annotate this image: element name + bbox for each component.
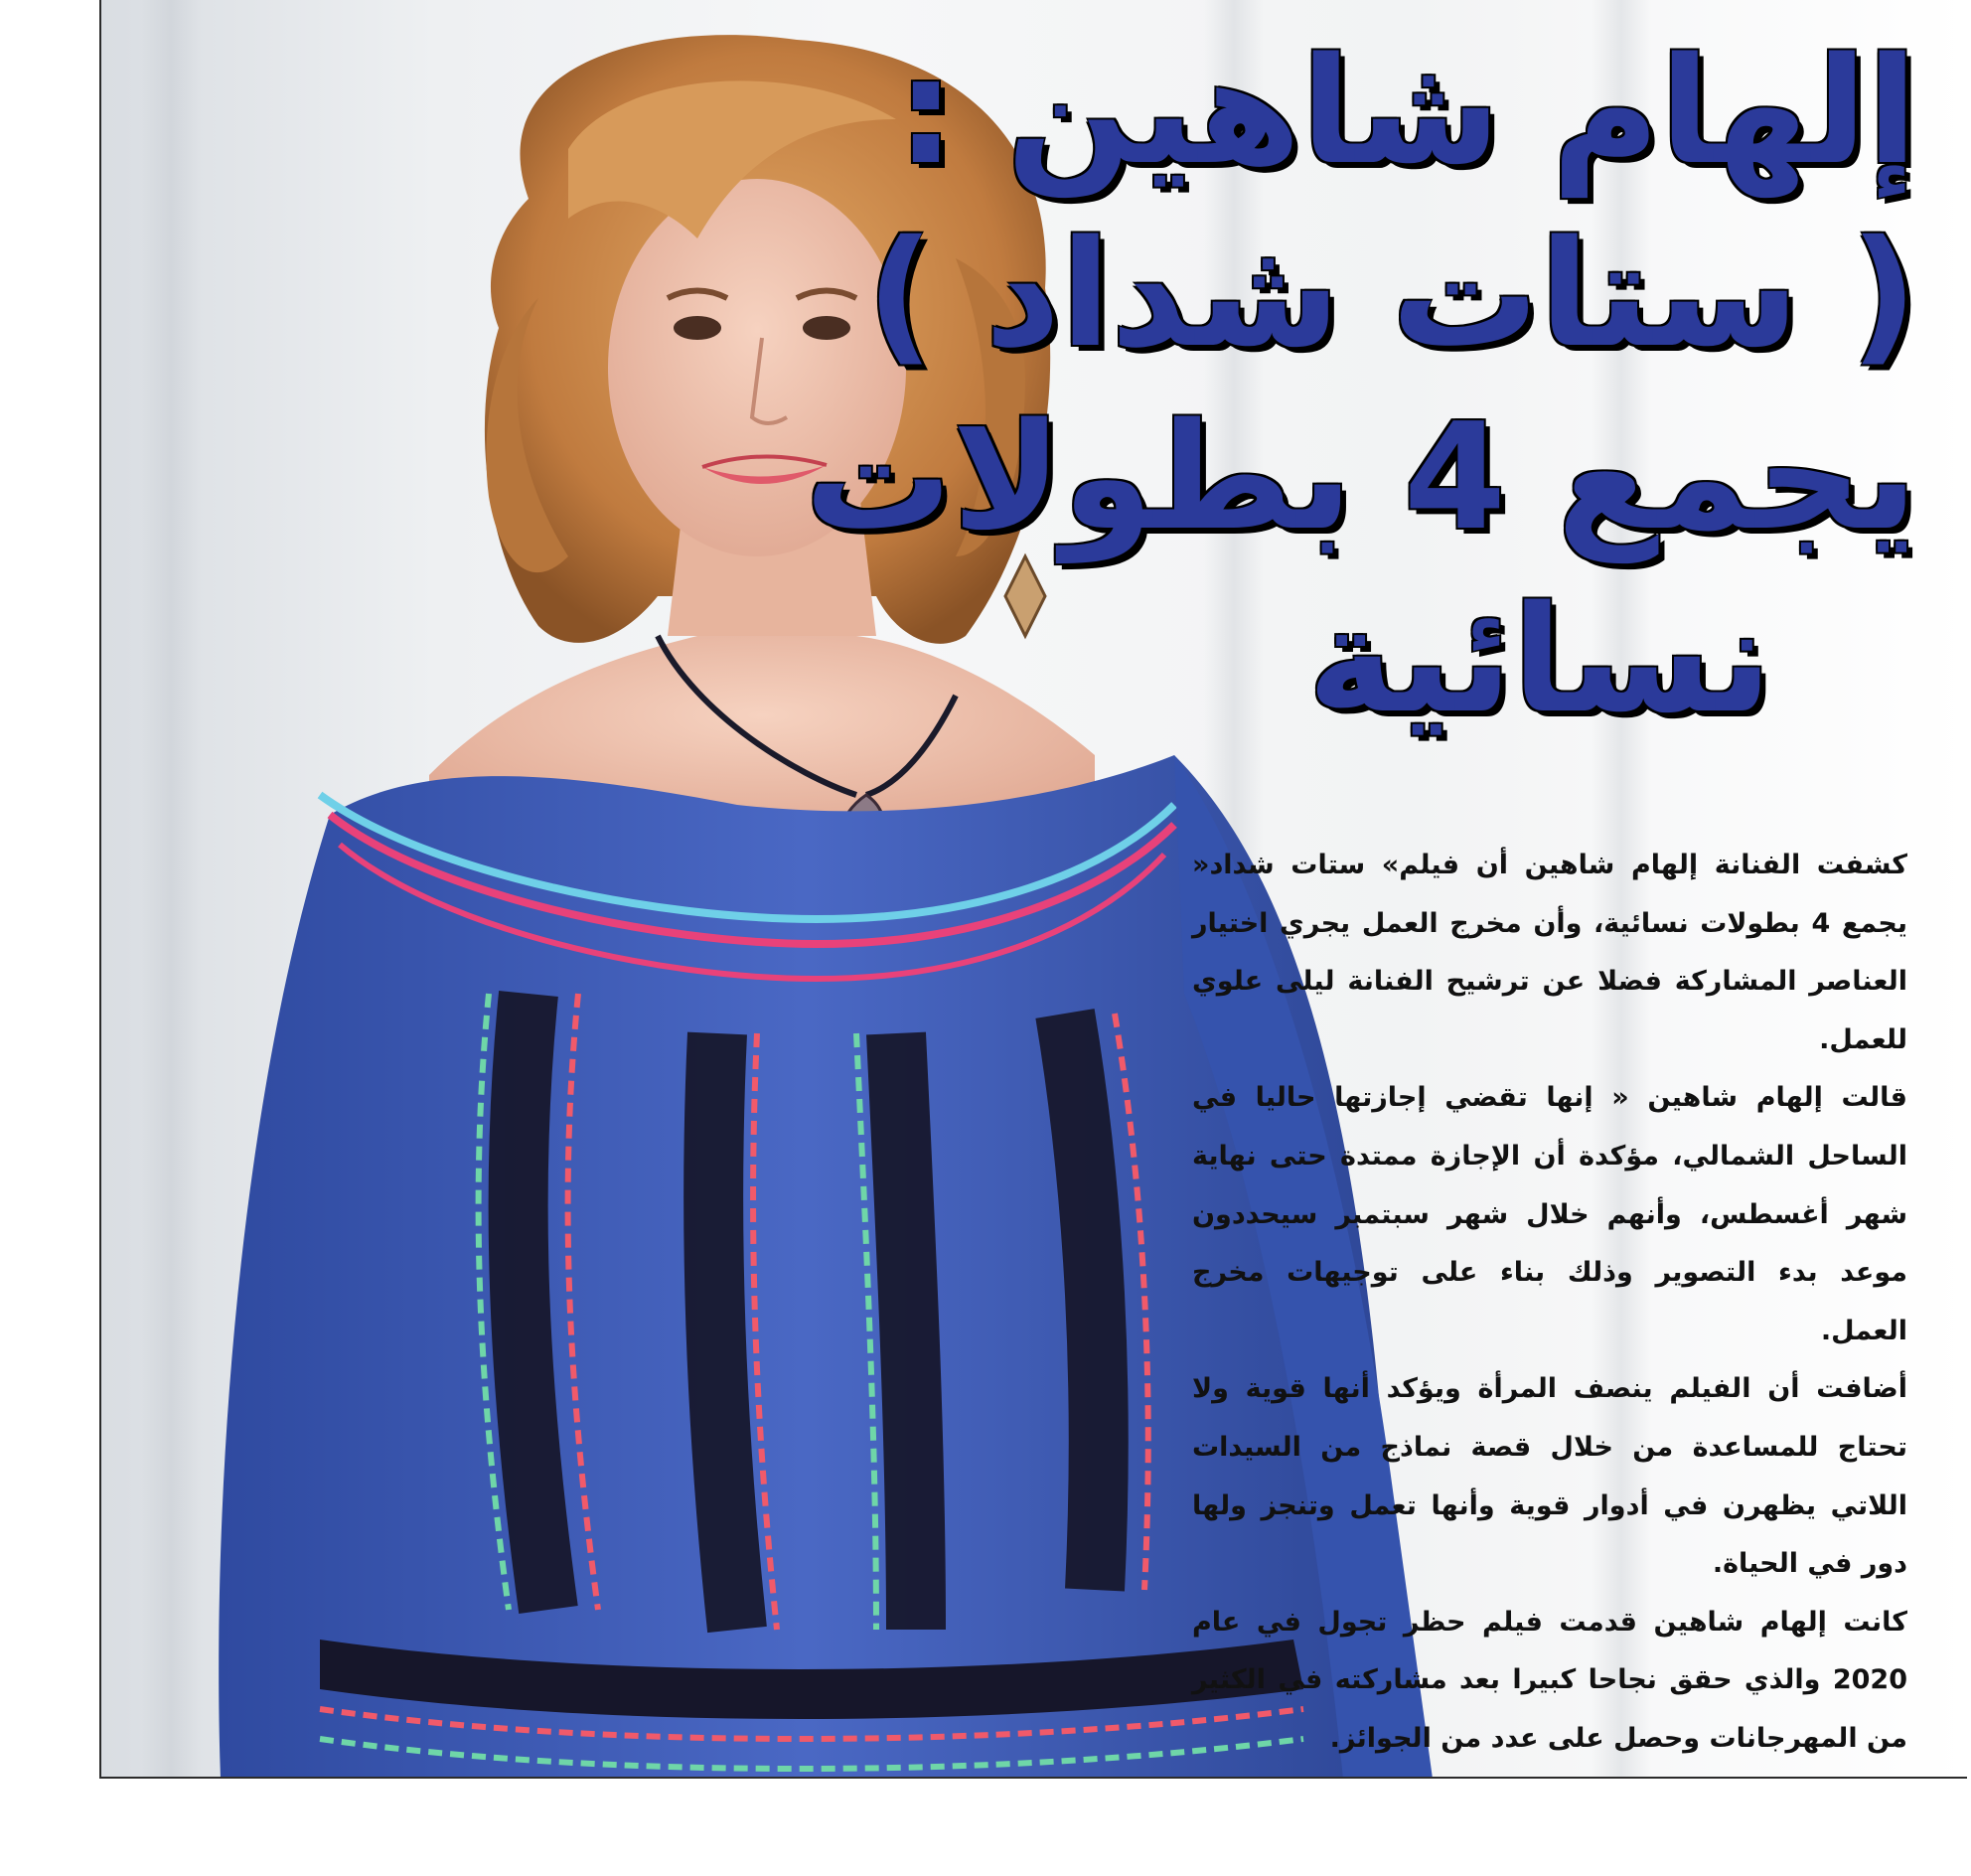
headline-line-1: إلهام شاهين : bbox=[896, 26, 1917, 197]
headline bbox=[804, 20, 1917, 751]
article-body bbox=[1192, 837, 1907, 1769]
article-paragraph-4: كانت إلهام شاهين قدمت فيلم حظر تجول في عام 2020 والذي حقق نجاحا كبيرا بعد مشاركته في الكثير من المهرجانات وحصل على عدد من الجوائز. bbox=[1192, 1606, 1907, 1754]
headline-line-2: ( ستات شداد ) bbox=[866, 209, 1917, 380]
headline-line-4: نسائية bbox=[1307, 574, 1772, 745]
article-paragraph-1: كشفت الفنانة إلهام شاهين أن فيلم» ستات شداد« يجمع 4 بطولات نسائية، وأن مخرج العمل يجري اختيار العناصر المشاركة فضلا عن ترشيح الفنانة ليلى علوي للعمل. bbox=[1192, 850, 1907, 1055]
article-page bbox=[99, 0, 1967, 1779]
article-paragraph-3: أضافت أن الفيلم ينصف المرأة ويؤكد أنها قوية ولا تحتاج للمساعدة من خلال قصة نماذج من السيدات اللاتي يظهرن في أدوار قوية وأنها تعمل وتنجز ولها دور في الحياة. bbox=[1192, 1373, 1907, 1580]
headline-line-3: يجمع 4 بطولات bbox=[804, 391, 1917, 562]
article-paragraph-2: قالت إلهام شاهين « إنها تقضي إجازتها حاليا في الساحل الشمالي، مؤكدة أن الإجازة ممتدة حتى نهاية شهر أغسطس، وأنهم خلال شهر سبتمبر سيحددون موعد بدء التصوير وذلك بناء على توجيهات مخرج العمل. bbox=[1192, 1082, 1907, 1346]
